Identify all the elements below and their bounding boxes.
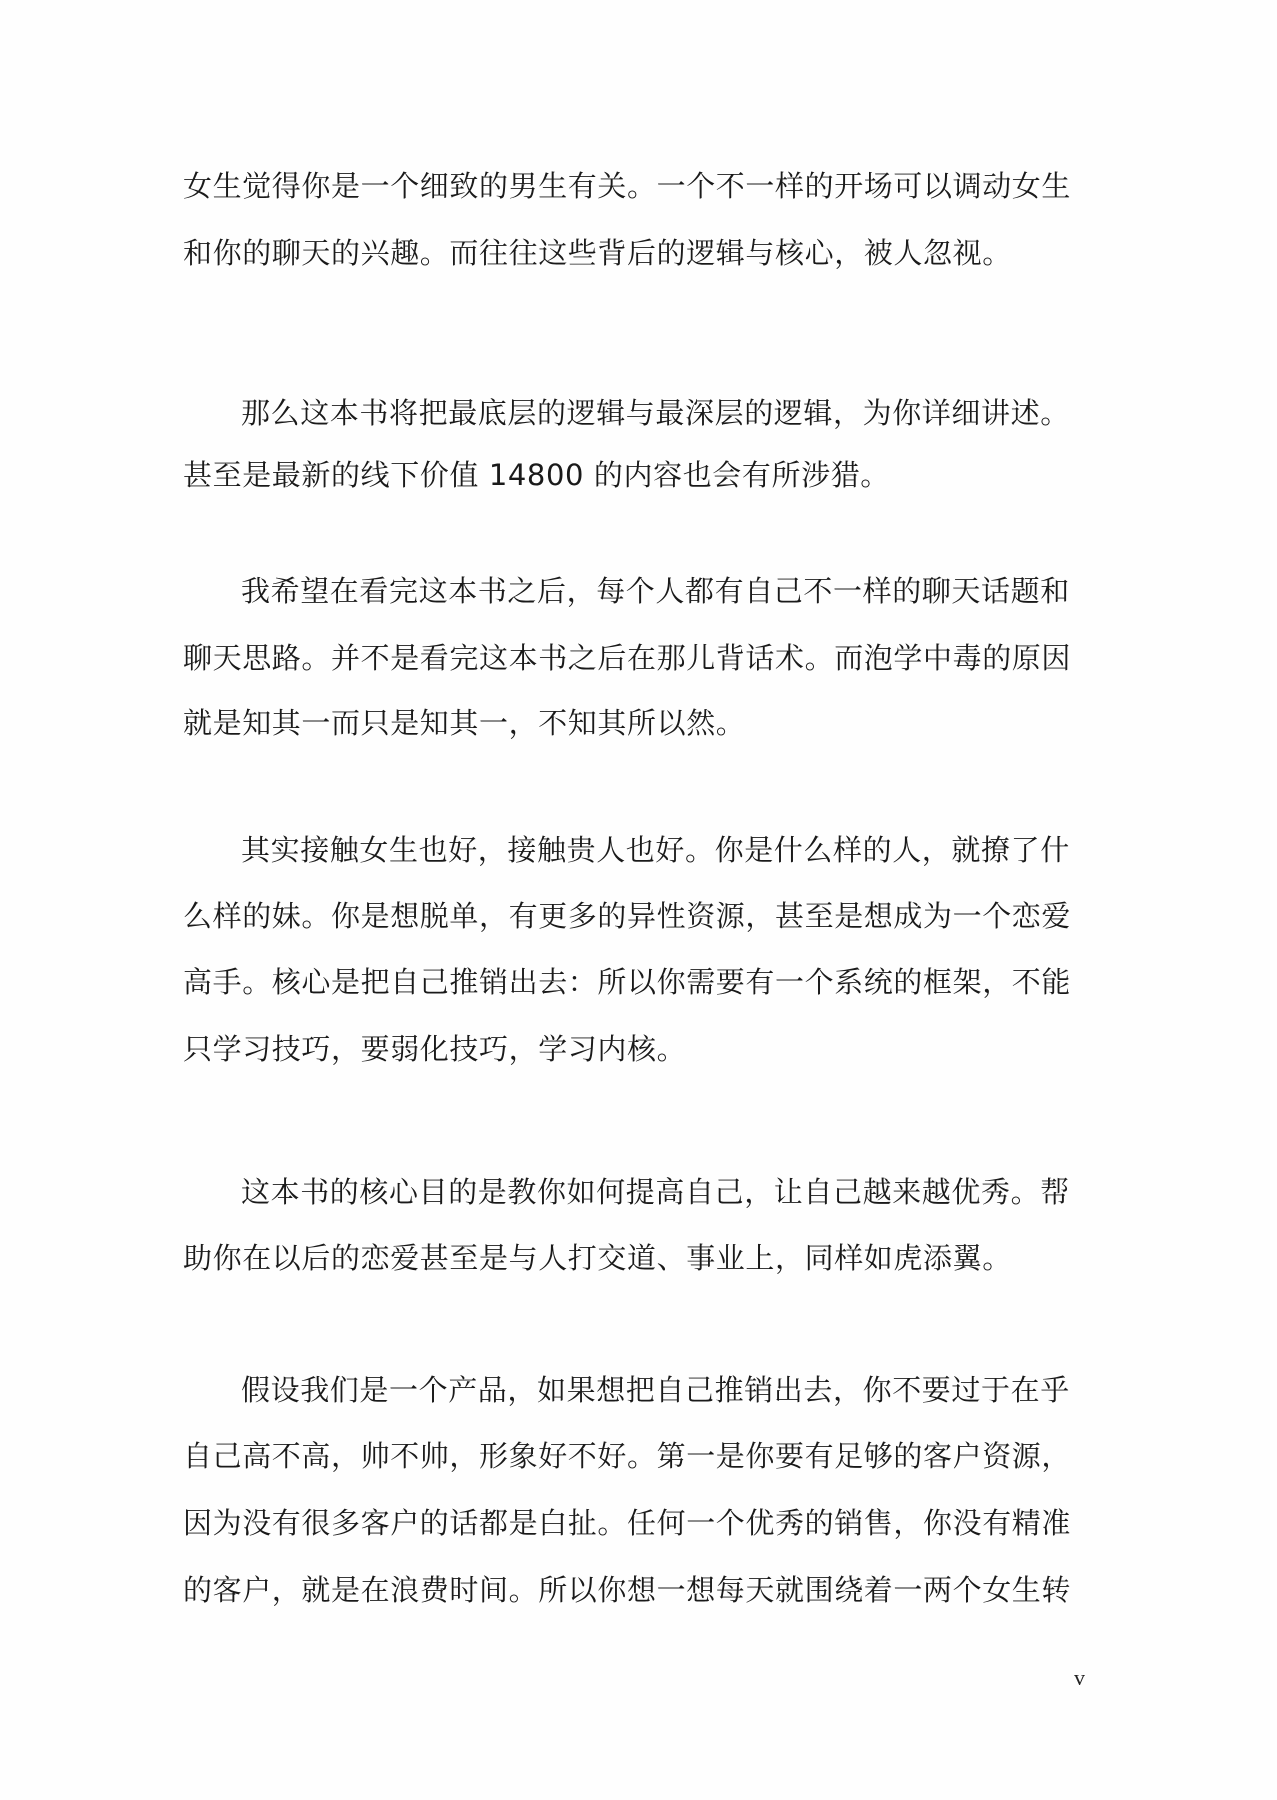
paragraph-5-line-1: 这本书的核心目的是教你如何提高自己，让自己越来越优秀。帮 bbox=[241, 1175, 1070, 1209]
paragraph-6-line-2: 自己高不高，帅不帅，形象好不好。第一是你要有足够的客户资源， bbox=[183, 1439, 1072, 1473]
paragraph-3-line-1: 我希望在看完这本书之后，每个人都有自己不一样的聊天话题和 bbox=[241, 574, 1070, 608]
paragraph-2-line-1: 那么这本书将把最底层的逻辑与最深层的逻辑，为你详细讲述。 bbox=[241, 396, 1070, 430]
paragraph-6-line-3: 因为没有很多客户的话都是白扯。任何一个优秀的销售，你没有精准 bbox=[183, 1506, 1072, 1540]
paragraph-4-line-3: 高手。核心是把自己推销出去：所以你需要有一个系统的框架，不能 bbox=[183, 965, 1072, 999]
paragraph-1-line-2: 和你的聊天的兴趣。而往往这些背后的逻辑与核心，被人忽视。 bbox=[183, 236, 1012, 270]
paragraph-2-line-2: 甚至是最新的线下价值 14800 的内容也会有所涉猎。 bbox=[183, 458, 890, 492]
paragraph-6-line-1: 假设我们是一个产品，如果想把自己推销出去，你不要过于在乎 bbox=[241, 1373, 1070, 1407]
paragraph-4-line-2: 么样的妹。你是想脱单，有更多的异性资源，甚至是想成为一个恋爱 bbox=[183, 899, 1072, 933]
paragraph-4-line-4: 只学习技巧，要弱化技巧，学习内核。 bbox=[183, 1032, 687, 1066]
paragraph-3-line-3: 就是知其一而只是知其一，不知其所以然。 bbox=[183, 706, 746, 740]
page-number: v bbox=[1074, 1665, 1085, 1690]
paragraph-3-line-2: 聊天思路。并不是看完这本书之后在那儿背话术。而泡学中毒的原因 bbox=[183, 641, 1072, 675]
paragraph-1-line-1: 女生觉得你是一个细致的男生有关。一个不一样的开场可以调动女生 bbox=[183, 169, 1072, 203]
paragraph-4-line-1: 其实接触女生也好，接触贵人也好。你是什么样的人，就撩了什 bbox=[241, 833, 1070, 867]
paragraph-6-line-4: 的客户，就是在浪费时间。所以你想一想每天就围绕着一两个女生转 bbox=[183, 1573, 1072, 1607]
paragraph-5-line-2: 助你在以后的恋爱甚至是与人打交道、事业上，同样如虎添翼。 bbox=[183, 1241, 1012, 1275]
